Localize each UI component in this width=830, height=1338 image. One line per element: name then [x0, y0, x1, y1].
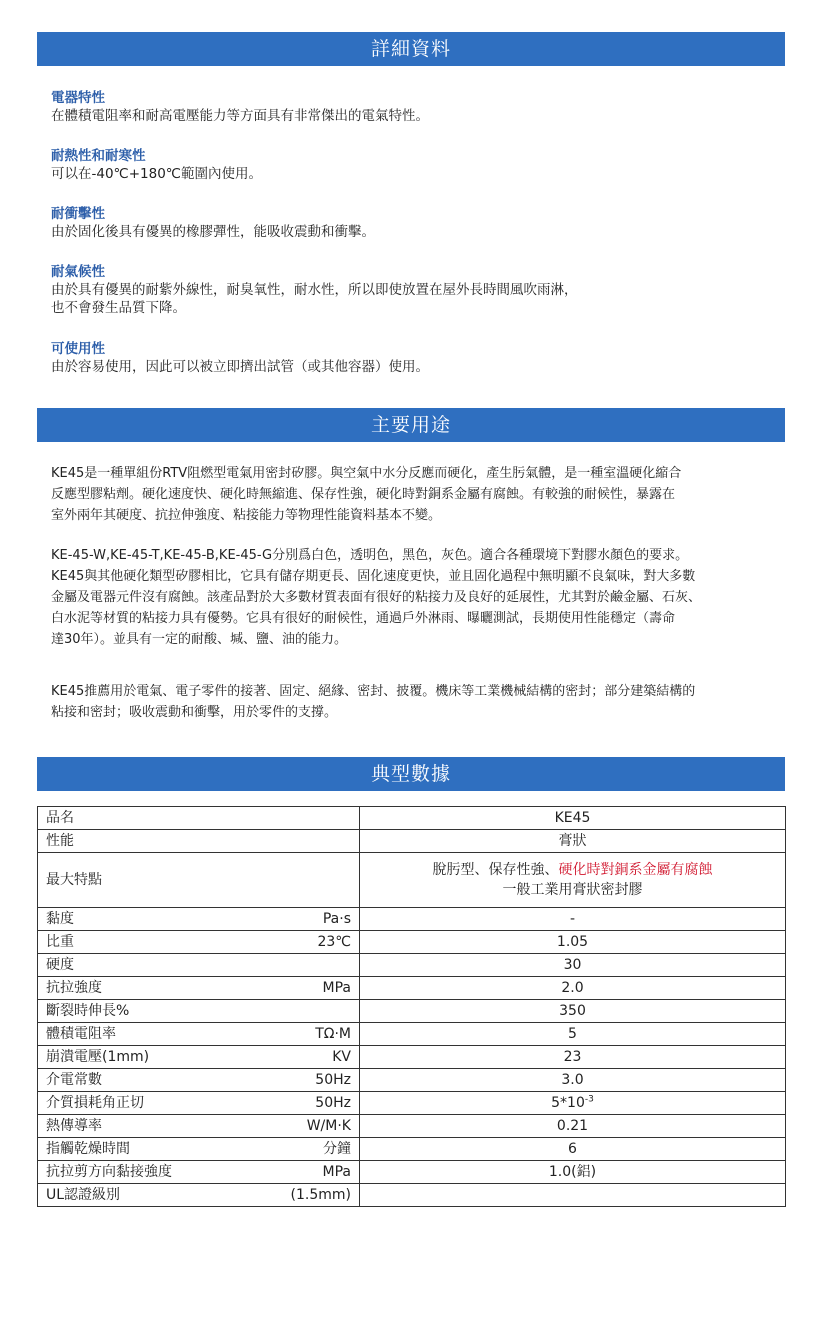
spec-table — [37, 806, 786, 1207]
row-value: 350 — [360, 1000, 786, 1023]
row-unit: TΩ·M — [315, 1026, 351, 1042]
row-label: 硬度 — [46, 957, 74, 973]
paragraph-line: 室外兩年其硬度、抗拉伸強度、粘接能力等物理性能資料基本不變。 — [51, 508, 442, 523]
row-label: 指觸乾燥時間 — [46, 1141, 130, 1157]
row-label: 斷裂時伸長% — [46, 1003, 130, 1019]
paragraph-line: KE45是一種單組份RTV阻燃型電氣用密封矽膠。與空氣中水分反應而硬化，產生肟氣體，是一種室溫硬化縮合 — [51, 466, 682, 481]
row-label: 最大特點 — [38, 853, 360, 908]
feature-heat-cold — [51, 147, 791, 183]
row-label: 介質損耗角正切 — [46, 1095, 144, 1111]
feature-usability — [51, 340, 791, 376]
usage-paragraph — [51, 681, 791, 723]
row-unit: KV — [332, 1049, 351, 1065]
row-label: 抗拉強度 — [46, 980, 102, 996]
table-row — [38, 908, 786, 931]
paragraph-line: KE-45-W,KE-45-T,KE-45-B,KE-45-G分別爲白色，透明色，黑色，灰色。適合各種環境下對膠水顏色的要求。 — [51, 548, 689, 563]
row-value: - — [360, 908, 786, 931]
row-label: 比重 — [46, 934, 74, 950]
row-value — [360, 853, 786, 908]
row-value: 3.0 — [360, 1069, 786, 1092]
row-label: 性能 — [38, 830, 360, 853]
feature-text-line2: 一般工業用膏狀密封膠 — [502, 882, 643, 898]
row-label: 介電常數 — [46, 1072, 102, 1088]
row-unit: Pa·s — [322, 911, 351, 927]
value-base: 5*10 — [551, 1095, 585, 1111]
feature-text: 由於容易使用，因此可以被立即擠出試管（或其他容器）使用。 — [51, 359, 429, 375]
row-value — [360, 1092, 786, 1115]
feature-electrical — [51, 89, 791, 125]
table-row — [38, 1115, 786, 1138]
row-value: 1.05 — [360, 931, 786, 954]
table-row — [38, 1161, 786, 1184]
row-value: 0.21 — [360, 1115, 786, 1138]
usage-paragraph — [51, 463, 791, 526]
feature-text: 在體積電阻率和耐高電壓能力等方面具有非常傑出的電氣特性。 — [51, 108, 429, 124]
row-label: 體積電阻率 — [46, 1026, 116, 1042]
table-row — [38, 807, 786, 830]
row-unit: 分鐘 — [323, 1141, 351, 1157]
value-exponent: -3 — [584, 1094, 594, 1105]
table-row — [38, 1092, 786, 1115]
feature-title: 電器特性 — [51, 90, 105, 106]
paragraph-line: 達30年）。並具有一定的耐酸、堿、鹽、油的能力。 — [51, 632, 348, 647]
row-unit: W/M·K — [306, 1118, 351, 1134]
feature-impact — [51, 205, 791, 241]
feature-title: 耐熱性和耐寒性 — [51, 148, 146, 164]
table-row — [38, 853, 786, 908]
row-value: 5 — [360, 1023, 786, 1046]
row-unit: MPa — [322, 980, 351, 996]
row-label: 黏度 — [46, 911, 74, 927]
table-row — [38, 1046, 786, 1069]
row-unit: 23℃ — [317, 934, 351, 950]
table-row — [38, 830, 786, 853]
row-unit: 50Hz — [315, 1095, 351, 1111]
row-unit: (1.5mm) — [290, 1187, 351, 1203]
table-row — [38, 931, 786, 954]
row-value: 膏狀 — [360, 830, 786, 853]
paragraph-line: 粘接和密封；吸收震動和衝擊，用於零件的支撐。 — [51, 705, 338, 720]
row-label: 抗拉剪方向黏接強度 — [46, 1164, 172, 1180]
feature-text: 由於具有優異的耐紫外線性，耐臭氧性，耐水性，所以即使放置在屋外長時間風吹雨淋， — [51, 282, 578, 298]
row-value: 1.0(鋁) — [360, 1161, 786, 1184]
table-row — [38, 1184, 786, 1207]
feature-text-normal: 脫肟型、保存性強、 — [432, 862, 559, 878]
table-row — [38, 1000, 786, 1023]
table-row — [38, 1023, 786, 1046]
usage-paragraph — [51, 545, 791, 650]
paragraph-line: 白水泥等材質的粘接力具有優勢。它具有很好的耐候性，通過戶外淋雨、曝曬測試，長期使用性能穩定（壽命 — [51, 611, 676, 626]
paragraph-line: KE45推薦用於電氣、電子零件的接著、固定、絕緣、密封、披覆。機床等工業機械結構的密封；部分建築結構的 — [51, 684, 696, 699]
feature-text-highlight: 硬化時對銅系金屬有腐蝕 — [558, 862, 713, 878]
row-unit: MPa — [322, 1164, 351, 1180]
section-header-typical-data: 典型數據 — [37, 757, 785, 791]
paragraph-line: 金屬及電器元件沒有腐蝕。該產品對於大多數材質表面有很好的粘接力及良好的延展性，尤其對於鹼金屬、石灰、 — [51, 590, 702, 605]
feature-title: 耐衝擊性 — [51, 206, 105, 222]
row-value: 23 — [360, 1046, 786, 1069]
feature-text: 由於固化後具有優異的橡膠彈性，能吸收震動和衝擊。 — [51, 224, 375, 240]
feature-text: 可以在-40℃+180℃範圍內使用。 — [51, 166, 262, 182]
table-row — [38, 954, 786, 977]
row-value: 30 — [360, 954, 786, 977]
section-header-details: 詳細資料 — [37, 32, 785, 66]
table-row — [38, 1138, 786, 1161]
feature-title: 可使用性 — [51, 341, 105, 357]
row-label: 熱傳導率 — [46, 1118, 102, 1134]
row-value: 2.0 — [360, 977, 786, 1000]
row-unit: 50Hz — [315, 1072, 351, 1088]
table-row — [38, 977, 786, 1000]
feature-title: 耐氣候性 — [51, 264, 105, 280]
row-value: KE45 — [360, 807, 786, 830]
row-label: 崩潰電壓(1mm) — [46, 1049, 150, 1065]
table-row — [38, 1069, 786, 1092]
row-label: 品名 — [38, 807, 360, 830]
feature-text: 也不會發生品質下降。 — [51, 300, 186, 316]
feature-weather — [51, 263, 791, 317]
section-header-usage: 主要用途 — [37, 408, 785, 442]
paragraph-line: 反應型膠粘劑。硬化速度快、硬化時無縮進、保存性強，硬化時對銅系金屬有腐蝕。有較強的耐候性，暴露在 — [51, 487, 676, 502]
row-label: UL認證級別 — [46, 1187, 121, 1203]
row-value: 6 — [360, 1138, 786, 1161]
row-value — [360, 1184, 786, 1207]
paragraph-line: KE45與其他硬化類型矽膠相比，它具有儲存期更長、固化速度更快，並且固化過程中無明顯不良氣味，對大多數 — [51, 569, 696, 584]
